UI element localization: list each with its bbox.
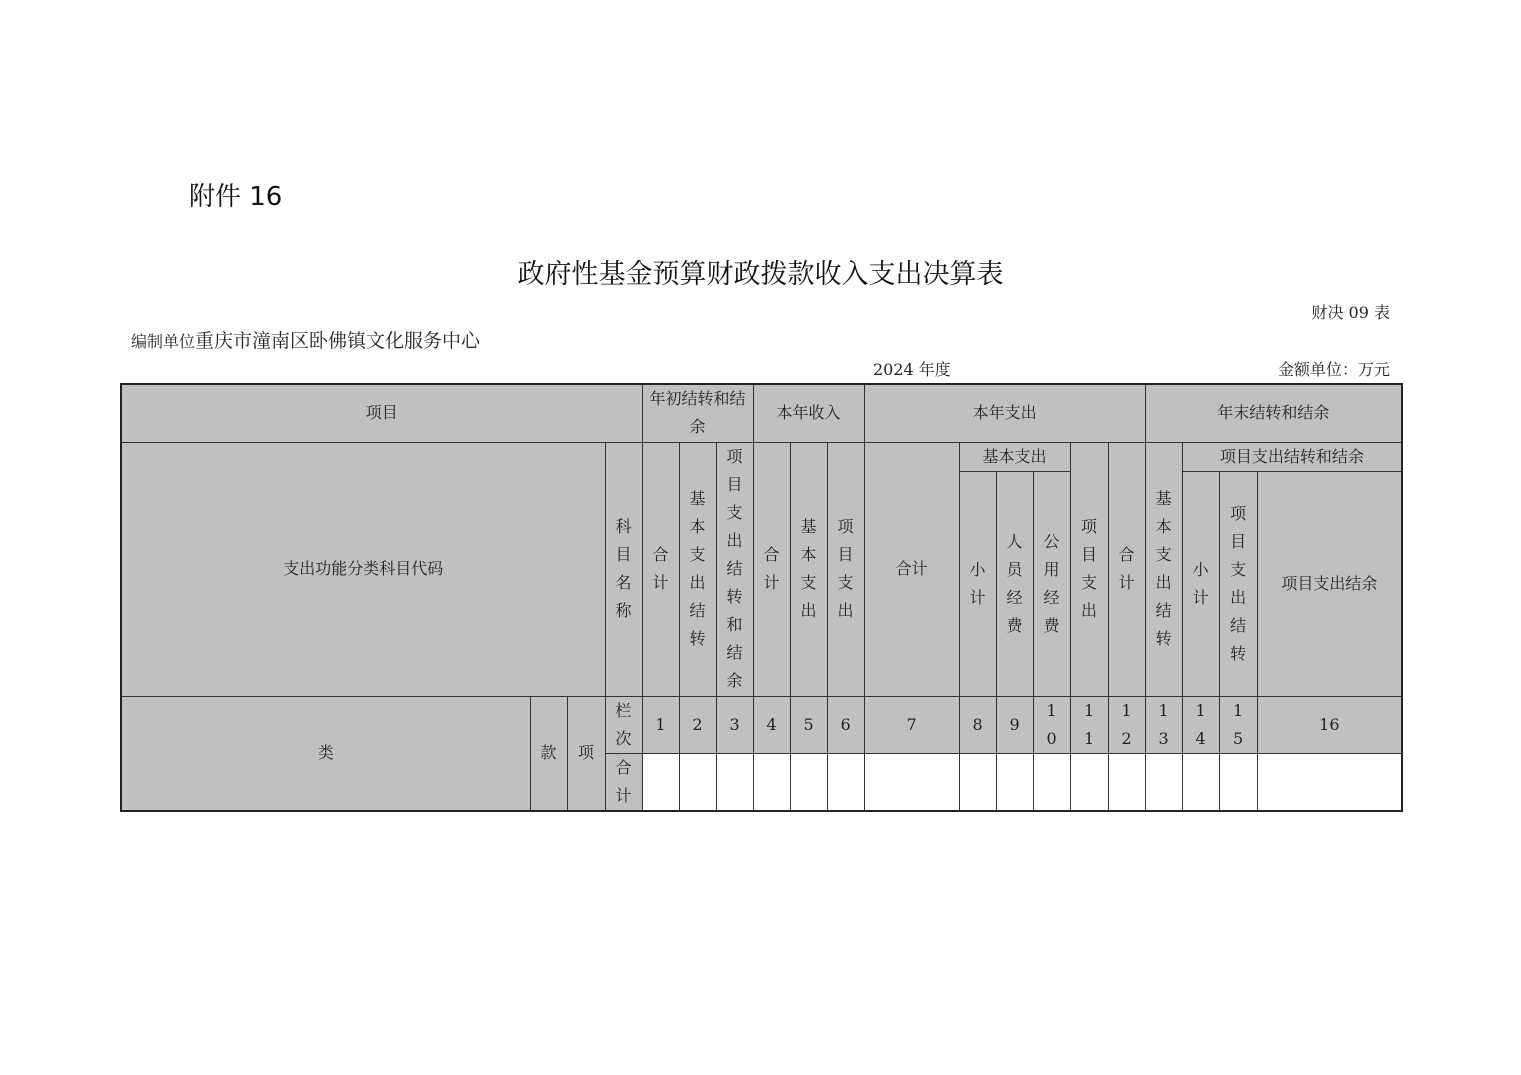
col9-header: 人员经费 bbox=[996, 471, 1033, 696]
total-cell bbox=[1219, 753, 1257, 811]
total-cell bbox=[1070, 753, 1108, 811]
col6-header: 项目支出 bbox=[827, 442, 864, 696]
total-row-label: 合计 bbox=[605, 753, 642, 811]
header-expenditure: 本年支出 bbox=[864, 384, 1145, 442]
total-cell bbox=[1108, 753, 1145, 811]
col-number: 8 bbox=[959, 696, 996, 753]
code-lei: 类 bbox=[121, 696, 530, 811]
col1-header: 合计 bbox=[642, 442, 679, 696]
total-cell bbox=[1182, 753, 1219, 811]
code-xiang: 项 bbox=[567, 696, 605, 811]
col-number: 13 bbox=[1145, 696, 1182, 753]
col10-header: 公用经费 bbox=[1033, 471, 1070, 696]
budget-table bbox=[120, 383, 1403, 812]
column-number-label: 栏次 bbox=[605, 696, 642, 753]
basic-expenditure-header: 基本支出 bbox=[959, 442, 1070, 471]
col12-header: 合计 bbox=[1108, 442, 1145, 696]
subject-name-header: 科目名称 bbox=[605, 442, 642, 696]
col-number: 2 bbox=[679, 696, 716, 753]
function-code-header: 支出功能分类科目代码 bbox=[121, 442, 605, 696]
compiling-unit-name: 重庆市潼南区卧佛镇文化服务中心 bbox=[195, 330, 481, 352]
header-item: 项目 bbox=[121, 384, 642, 442]
col11-header: 项目支出 bbox=[1070, 442, 1108, 696]
compiling-unit bbox=[131, 328, 511, 355]
total-cell bbox=[716, 753, 753, 811]
col-number: 5 bbox=[790, 696, 827, 753]
total-cell bbox=[827, 753, 864, 811]
col-number: 9 bbox=[996, 696, 1033, 753]
header-income: 本年收入 bbox=[753, 384, 864, 442]
col2-header: 基本支出结转 bbox=[679, 442, 716, 696]
col-number: 15 bbox=[1219, 696, 1257, 753]
header-closing-balance: 年末结转和结余 bbox=[1145, 384, 1402, 442]
col-number: 10 bbox=[1033, 696, 1070, 753]
col3-header: 项目支出结转和结余 bbox=[716, 442, 753, 696]
col4-header: 合计 bbox=[753, 442, 790, 696]
header-opening-balance: 年初结转和结余 bbox=[642, 384, 753, 442]
col-number: 7 bbox=[864, 696, 959, 753]
total-cell bbox=[959, 753, 996, 811]
fiscal-year: 2024 年度 bbox=[873, 360, 951, 379]
col-number: 14 bbox=[1182, 696, 1219, 753]
col13-header: 基本支出结转 bbox=[1145, 442, 1182, 696]
total-cell bbox=[753, 753, 790, 811]
total-cell bbox=[1145, 753, 1182, 811]
col8-header: 小计 bbox=[959, 471, 996, 696]
col15-header: 项目支出结转 bbox=[1219, 471, 1257, 696]
total-cell bbox=[1033, 753, 1070, 811]
total-cell bbox=[1257, 753, 1402, 811]
total-cell bbox=[642, 753, 679, 811]
col14-header: 小计 bbox=[1182, 471, 1219, 696]
col-number: 16 bbox=[1257, 696, 1402, 753]
col-number: 1 bbox=[642, 696, 679, 753]
total-cell bbox=[996, 753, 1033, 811]
form-code: 财决 09 表 bbox=[1311, 303, 1390, 322]
document-title: 政府性基金预算财政拨款收入支出决算表 bbox=[517, 259, 1004, 290]
col5-header: 基本支出 bbox=[790, 442, 827, 696]
project-carryover-header: 项目支出结转和结余 bbox=[1182, 442, 1402, 471]
col7-header: 合计 bbox=[864, 442, 959, 696]
compiling-unit-prefix: 编制单位 bbox=[131, 332, 196, 351]
col-number: 4 bbox=[753, 696, 790, 753]
col-number: 6 bbox=[827, 696, 864, 753]
total-cell bbox=[790, 753, 827, 811]
total-cell bbox=[864, 753, 959, 811]
col-number: 11 bbox=[1070, 696, 1108, 753]
col16-header: 项目支出结余 bbox=[1257, 471, 1402, 696]
total-cell bbox=[679, 753, 716, 811]
attachment-label: 附件 16 bbox=[189, 182, 283, 212]
amount-unit: 金额单位：万元 bbox=[1277, 360, 1390, 379]
col-number: 3 bbox=[716, 696, 753, 753]
col-number: 12 bbox=[1108, 696, 1145, 753]
code-kuan: 款 bbox=[530, 696, 567, 811]
